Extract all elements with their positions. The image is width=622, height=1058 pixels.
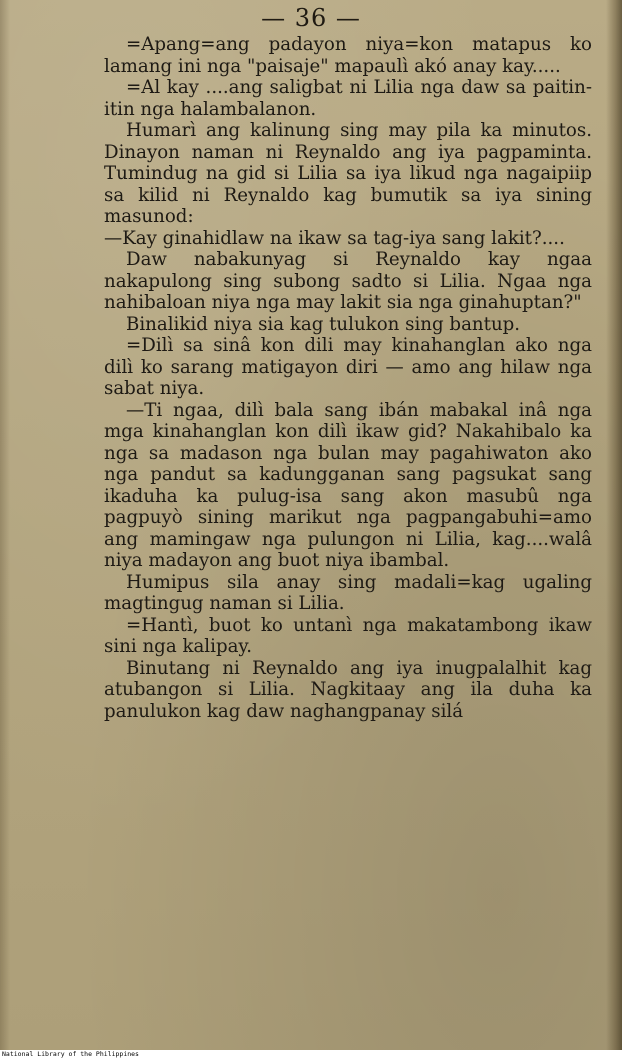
paragraph-4: —Kay ginahidlaw na ikaw sa tag-iya sang lakit?.... bbox=[104, 227, 565, 249]
paragraph-9: Humipus sila anay sing madali=kag ugaling magtingug naman si Lilia. bbox=[104, 571, 592, 614]
page-number: — 36 — bbox=[261, 4, 361, 32]
page-left-shadow bbox=[0, 0, 10, 1050]
paragraph-11: Binutang ni Reynaldo ang iya inugpalalhit kag atubangon si Lilia. Nagkitaay ang ila duha ka panulukon kag daw naghangpanay silá bbox=[104, 657, 592, 722]
body-text bbox=[104, 34, 592, 722]
page-binding-shadow bbox=[606, 0, 622, 1050]
paragraph-10: =Hantì, buot ko untanì nga makatambong ikaw sini nga kalipay. bbox=[104, 614, 592, 657]
library-credit: National Library of the Philippines bbox=[2, 1050, 139, 1058]
paragraph-1: =Apang=ang padayon niya=kon matapus ko lamang ini nga "paisaje" mapaulì akó anay kay..... bbox=[104, 34, 592, 77]
paragraph-2: =Al kay ....ang saligbat ni Lilia nga daw sa paitin-itin nga halambalanon. bbox=[104, 77, 592, 120]
paragraph-8: —Ti ngaa, dilì bala sang ibán mabakal inâ nga mga kinahanglan kon dilì ikaw gid? Nakahibalo ka nga sa madason nga bulan may pagahiwaton ako nga pandut sa kadungganan sang pagsukat sang ikaduha ka pulug-isa sang akon masubû nga pagpuyò sining marikut nga pagpangabuhi=amo ang mamingaw nga pulungon ni Lilia, kag....walâ niya madayon ang buot niya ibambal. bbox=[104, 399, 592, 571]
paragraph-6: Binalikid niya sia kag tulukon sing bantup. bbox=[126, 313, 521, 335]
paragraph-5: Daw nabakunyag si Reynaldo kay ngaa nakapulong sing subong sadto si Lilia. Ngaa nga nahibaloan niya nga may lakit sia nga ginahuptan?" bbox=[104, 249, 592, 313]
paragraph-7: =Dilì sa sinâ kon dili may kinahanglan ako nga dilì ko sarang matigayon diri — amo ang hilaw nga sabat niya. bbox=[104, 335, 592, 399]
paragraph-3: Humarì ang kalinung sing may pila ka minutos. Dinayon naman ni Reynaldo ang iya pagpaminta. Tumindug na gid si Lilia sa iya likud nga nagaipiip sa kilid ni Reynaldo kag bumutik sa iya sining masunod: bbox=[104, 120, 592, 227]
